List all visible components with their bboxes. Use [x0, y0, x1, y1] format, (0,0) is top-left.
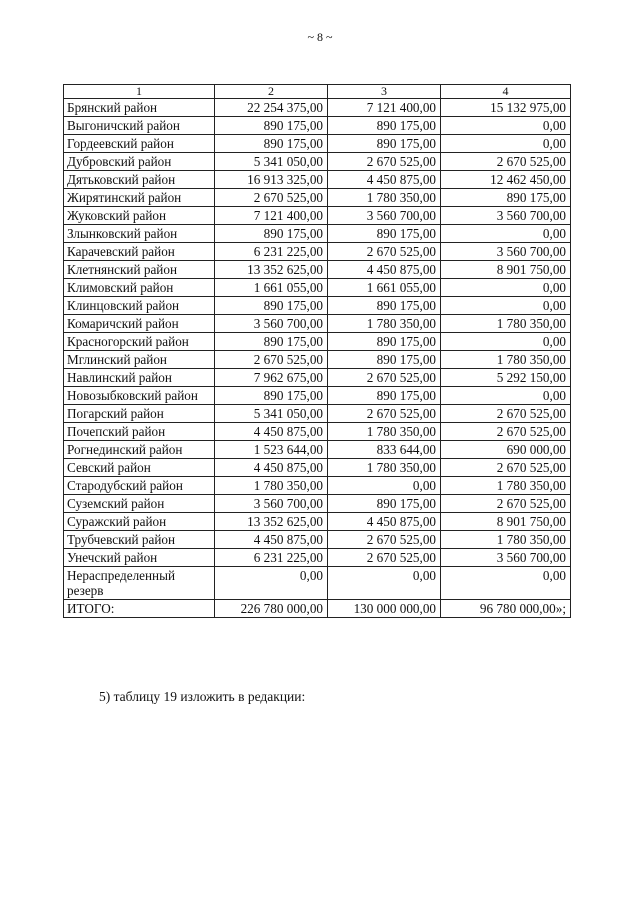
column-2-value-cell: 890 175,00 [215, 333, 328, 351]
column-2-value-cell: 3 560 700,00 [215, 315, 328, 333]
column-3-value-cell: 0,00 [328, 567, 441, 600]
table-row [64, 279, 571, 297]
district-name-cell: Карачевский район [64, 243, 215, 261]
column-4-value-cell: 8 901 750,00 [441, 513, 571, 531]
district-name-cell: Выгоничский район [64, 117, 215, 135]
column-3-value-cell: 890 175,00 [328, 135, 441, 153]
table-row [64, 189, 571, 207]
table-row [64, 315, 571, 333]
district-name-cell: Навлинский район [64, 369, 215, 387]
column-2-value-cell: 6 231 225,00 [215, 243, 328, 261]
column-2-value-cell: 16 913 325,00 [215, 171, 328, 189]
column-3-value-cell: 7 121 400,00 [328, 99, 441, 117]
column-4-value-cell: 2 670 525,00 [441, 459, 571, 477]
column-4-value-cell: 690 000,00 [441, 441, 571, 459]
header-col-2: 2 [215, 85, 328, 99]
table-row [64, 531, 571, 549]
district-name-cell: Стародубский район [64, 477, 215, 495]
column-2-value-cell: 0,00 [215, 567, 328, 600]
table-row [64, 135, 571, 153]
district-name-cell: ИТОГО: [64, 600, 215, 618]
district-name-cell: Жирятинский район [64, 189, 215, 207]
table-row [64, 477, 571, 495]
header-col-1: 1 [64, 85, 215, 99]
column-2-value-cell: 5 341 050,00 [215, 405, 328, 423]
column-3-value-cell: 2 670 525,00 [328, 369, 441, 387]
column-4-value-cell: 3 560 700,00 [441, 243, 571, 261]
column-3-value-cell: 890 175,00 [328, 117, 441, 135]
budget-table-wrapper [63, 84, 570, 618]
column-3-value-cell: 2 670 525,00 [328, 153, 441, 171]
district-name-cell: Комаричский район [64, 315, 215, 333]
header-row [64, 85, 571, 99]
column-3-value-cell: 2 670 525,00 [328, 531, 441, 549]
district-name-cell: Климовский район [64, 279, 215, 297]
column-3-value-cell: 890 175,00 [328, 225, 441, 243]
table-body [64, 99, 571, 618]
table-row [64, 387, 571, 405]
column-2-value-cell: 13 352 625,00 [215, 513, 328, 531]
column-4-value-cell: 12 462 450,00 [441, 171, 571, 189]
table-row [64, 423, 571, 441]
district-name-cell: Суражский район [64, 513, 215, 531]
column-3-value-cell: 3 560 700,00 [328, 207, 441, 225]
district-name-cell: Погарский район [64, 405, 215, 423]
column-2-value-cell: 890 175,00 [215, 135, 328, 153]
column-4-value-cell: 1 780 350,00 [441, 531, 571, 549]
column-4-value-cell: 2 670 525,00 [441, 153, 571, 171]
table-row [64, 225, 571, 243]
column-3-value-cell: 833 644,00 [328, 441, 441, 459]
column-4-value-cell: 1 780 350,00 [441, 351, 571, 369]
column-4-value-cell: 2 670 525,00 [441, 495, 571, 513]
column-3-value-cell: 2 670 525,00 [328, 549, 441, 567]
column-2-value-cell: 1 661 055,00 [215, 279, 328, 297]
column-4-value-cell: 0,00 [441, 297, 571, 315]
column-2-value-cell: 5 341 050,00 [215, 153, 328, 171]
column-4-value-cell: 15 132 975,00 [441, 99, 571, 117]
column-4-value-cell: 0,00 [441, 387, 571, 405]
table-row [64, 459, 571, 477]
column-4-value-cell: 0,00 [441, 333, 571, 351]
column-3-value-cell: 0,00 [328, 477, 441, 495]
column-3-value-cell: 1 780 350,00 [328, 459, 441, 477]
column-2-value-cell: 226 780 000,00 [215, 600, 328, 618]
district-name-cell: Клинцовский район [64, 297, 215, 315]
district-name-cell: Почепский район [64, 423, 215, 441]
column-3-value-cell: 2 670 525,00 [328, 243, 441, 261]
table-row [64, 207, 571, 225]
district-name-cell: Рогнединский район [64, 441, 215, 459]
district-name-cell: Жуковский район [64, 207, 215, 225]
column-3-value-cell: 130 000 000,00 [328, 600, 441, 618]
column-2-value-cell: 6 231 225,00 [215, 549, 328, 567]
district-name-cell: Нераспределенный резерв [64, 567, 215, 600]
table-row [64, 600, 571, 618]
column-3-value-cell: 890 175,00 [328, 387, 441, 405]
district-name-cell: Дубровский район [64, 153, 215, 171]
column-2-value-cell: 22 254 375,00 [215, 99, 328, 117]
table-row [64, 495, 571, 513]
table-row [64, 549, 571, 567]
column-2-value-cell: 2 670 525,00 [215, 351, 328, 369]
column-3-value-cell: 4 450 875,00 [328, 171, 441, 189]
district-name-cell: Клетнянский район [64, 261, 215, 279]
table-row [64, 153, 571, 171]
district-name-cell: Брянский район [64, 99, 215, 117]
table-row [64, 117, 571, 135]
column-3-value-cell: 890 175,00 [328, 297, 441, 315]
column-4-value-cell: 3 560 700,00 [441, 549, 571, 567]
column-3-value-cell: 1 780 350,00 [328, 189, 441, 207]
column-2-value-cell: 890 175,00 [215, 387, 328, 405]
column-2-value-cell: 890 175,00 [215, 117, 328, 135]
district-name-cell: Дятьковский район [64, 171, 215, 189]
column-3-value-cell: 890 175,00 [328, 495, 441, 513]
district-name-cell: Унечский район [64, 549, 215, 567]
column-4-value-cell: 890 175,00 [441, 189, 571, 207]
page-number: ~ 8 ~ [307, 30, 333, 44]
column-4-value-cell: 2 670 525,00 [441, 423, 571, 441]
column-4-value-cell: 0,00 [441, 117, 571, 135]
column-2-value-cell: 7 962 675,00 [215, 369, 328, 387]
table-row [64, 243, 571, 261]
column-4-value-cell: 0,00 [441, 567, 571, 600]
column-2-value-cell: 2 670 525,00 [215, 189, 328, 207]
column-2-value-cell: 1 780 350,00 [215, 477, 328, 495]
amendment-text: 5) таблицу 19 изложить в редакции: [99, 689, 306, 704]
table-row [64, 297, 571, 315]
table-row [64, 333, 571, 351]
table-row [64, 441, 571, 459]
header-col-4: 4 [441, 85, 571, 99]
column-3-value-cell: 1 780 350,00 [328, 423, 441, 441]
district-name-cell: Новозыбковский район [64, 387, 215, 405]
column-4-value-cell: 5 292 150,00 [441, 369, 571, 387]
column-3-value-cell: 4 450 875,00 [328, 261, 441, 279]
column-4-value-cell: 1 780 350,00 [441, 477, 571, 495]
column-4-value-cell: 3 560 700,00 [441, 207, 571, 225]
table-row [64, 261, 571, 279]
column-2-value-cell: 890 175,00 [215, 297, 328, 315]
column-4-value-cell: 96 780 000,00»; [441, 600, 571, 618]
column-3-value-cell: 1 661 055,00 [328, 279, 441, 297]
table-row [64, 405, 571, 423]
column-3-value-cell: 890 175,00 [328, 351, 441, 369]
column-3-value-cell: 1 780 350,00 [328, 315, 441, 333]
table-row [64, 513, 571, 531]
district-name-cell: Севский район [64, 459, 215, 477]
column-3-value-cell: 2 670 525,00 [328, 405, 441, 423]
district-name-cell: Суземский район [64, 495, 215, 513]
district-name-cell: Трубчевский район [64, 531, 215, 549]
column-2-value-cell: 4 450 875,00 [215, 423, 328, 441]
column-4-value-cell: 1 780 350,00 [441, 315, 571, 333]
column-4-value-cell: 0,00 [441, 135, 571, 153]
column-4-value-cell: 0,00 [441, 225, 571, 243]
table-row [64, 171, 571, 189]
column-2-value-cell: 13 352 625,00 [215, 261, 328, 279]
table-row [64, 369, 571, 387]
district-name-cell: Красногорский район [64, 333, 215, 351]
column-4-value-cell: 0,00 [441, 279, 571, 297]
table-row [64, 567, 571, 600]
district-name-cell: Гордеевский район [64, 135, 215, 153]
column-2-value-cell: 3 560 700,00 [215, 495, 328, 513]
header-col-3: 3 [328, 85, 441, 99]
column-4-value-cell: 8 901 750,00 [441, 261, 571, 279]
table-row [64, 351, 571, 369]
column-2-value-cell: 890 175,00 [215, 225, 328, 243]
table-row [64, 99, 571, 117]
column-2-value-cell: 1 523 644,00 [215, 441, 328, 459]
column-2-value-cell: 4 450 875,00 [215, 459, 328, 477]
column-2-value-cell: 7 121 400,00 [215, 207, 328, 225]
budget-table [63, 84, 571, 618]
column-4-value-cell: 2 670 525,00 [441, 405, 571, 423]
district-name-cell: Злынковский район [64, 225, 215, 243]
column-3-value-cell: 890 175,00 [328, 333, 441, 351]
column-2-value-cell: 4 450 875,00 [215, 531, 328, 549]
column-3-value-cell: 4 450 875,00 [328, 513, 441, 531]
district-name-cell: Мглинский район [64, 351, 215, 369]
